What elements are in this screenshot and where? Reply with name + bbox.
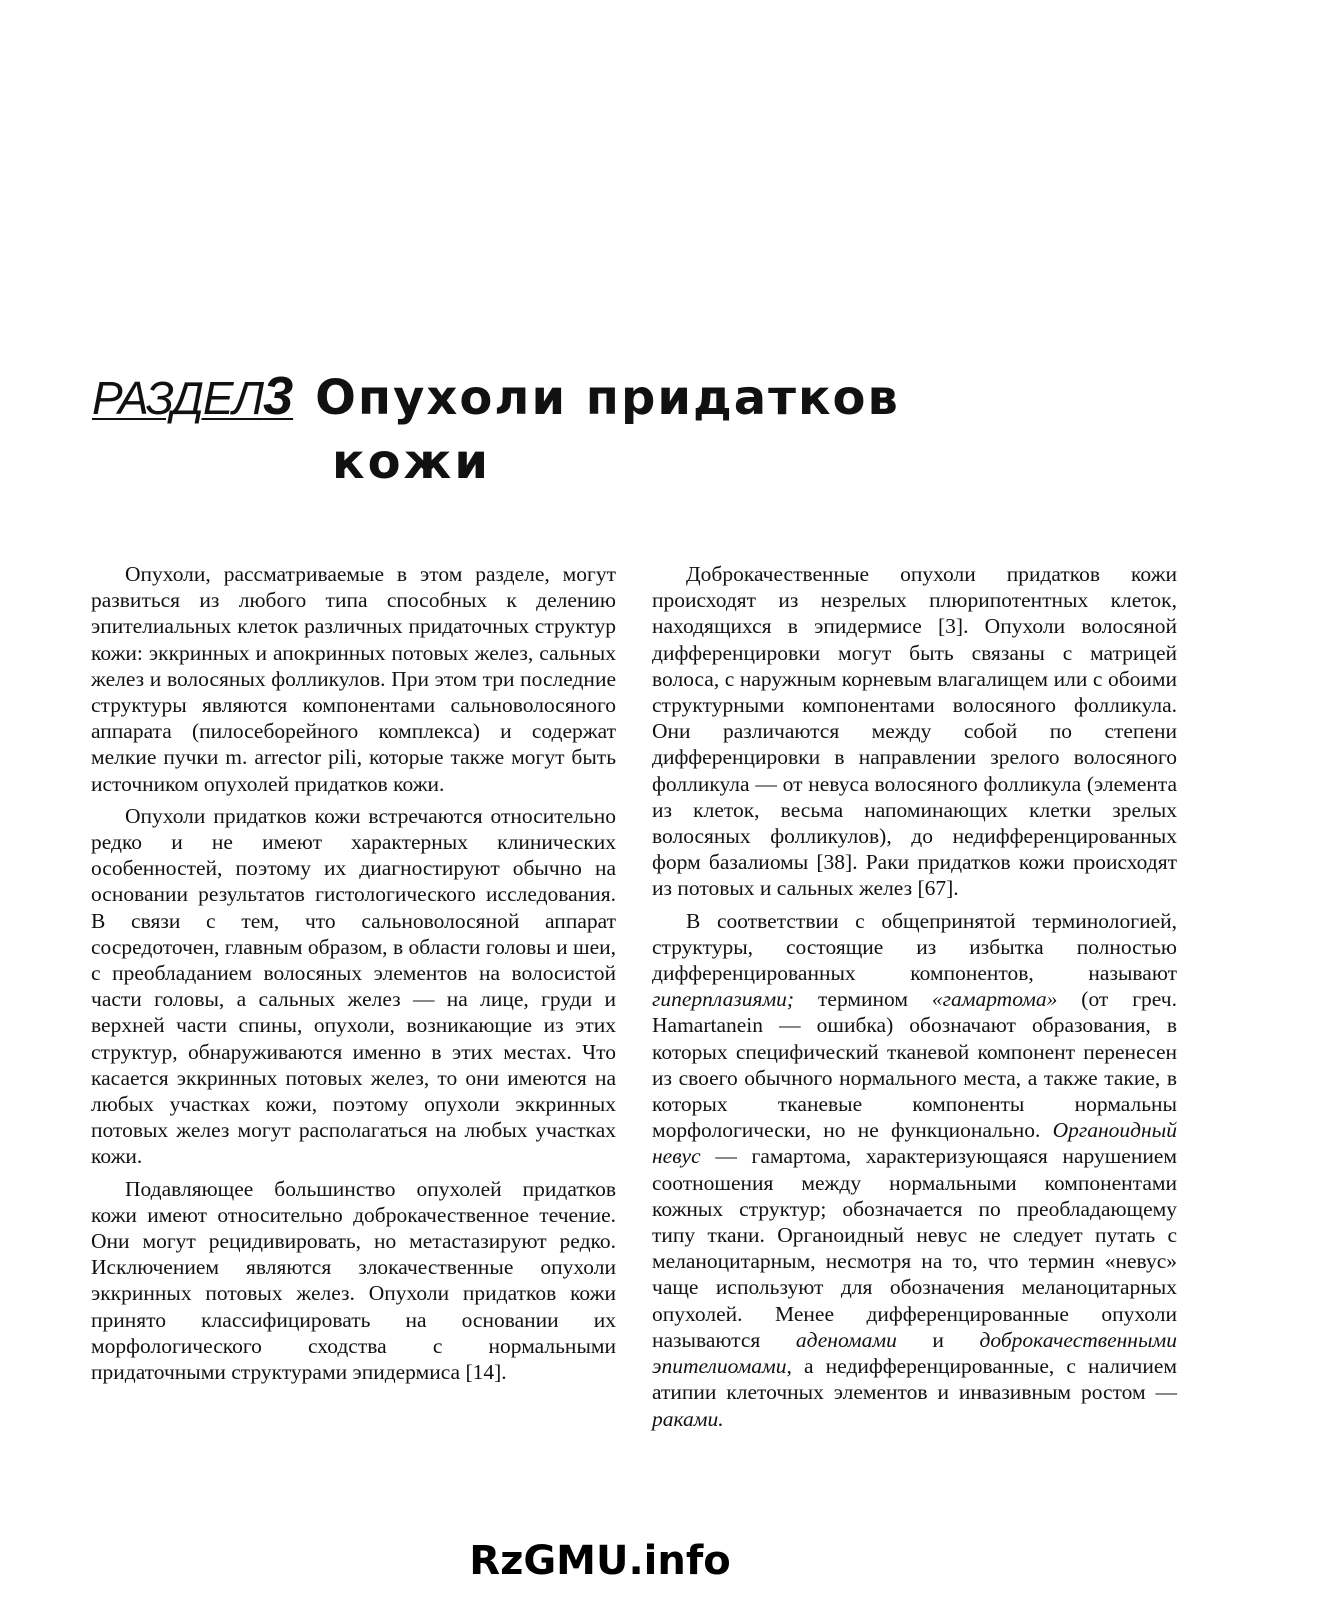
left-column	[91, 561, 616, 1391]
section-title-line-1: Опухоли придатков	[315, 370, 900, 426]
paragraph	[652, 908, 1177, 1432]
section-label: РАЗДЕЛ	[92, 372, 264, 424]
term-emphasis: гиперплазиями;	[652, 987, 795, 1012]
watermark: RzGMU.info	[469, 1538, 731, 1584]
term-emphasis: «гамартома»	[931, 987, 1058, 1012]
text-run: и	[896, 1327, 980, 1352]
section-heading	[92, 366, 1092, 492]
paragraph: Доброкачественные опухоли придатков кожи происходят из незрелых плюрипотентных клеток, находящихся в эпидермисе [3]. Опухоли волосяной дифференцировки могут быть связаны с матрицей волоса, с наружным корневым влагалищем или с обоими структурными компонентами волосяного фолликула. Они различаются между собой по степени дифференцировки в направлении зрелого волосяного фолликула — от невуса волосяного фолликула (элемента из клеток, весьма напоминающих клетки зрелых волосяных фолликулов), до недифференцированных форм базалиомы [38]. Раки придатков кожи происходят из потовых и сальных желез [67].	[652, 562, 1177, 901]
section-title-line-2: кожи	[332, 434, 491, 490]
term-emphasis: доброкачественными эпителиомами,	[652, 1327, 1177, 1379]
text-run: термином	[794, 987, 932, 1012]
text-run: В соответствии с общепринятой терминологией, структуры, состоящие из избытка полностью дифференцированных компонентов, называют	[652, 908, 1177, 986]
term-emphasis: раками.	[652, 1406, 724, 1431]
heading-line-1	[92, 366, 1092, 426]
text-run: — гамартома, характеризующаяся нарушением соотношения между нормальными компонентами кожных структур; обозначается по преобладающему типу ткани. Органоидный невус не следует путать с меланоцитарным, несмотря на то, что термин «невус» чаще используют для обозначения меланоцитарных опухолей. Менее дифференцированные опухоли называются	[652, 1144, 1177, 1352]
term-emphasis: аденомами	[795, 1327, 897, 1352]
text-run: а недифференцированные, с наличием атипии клеточных элементов и инвазивным ростом —	[652, 1354, 1177, 1405]
text-run: (от греч. Hamartanein — ошибка) обозначают образования, в которых специфический тканевой компонент перенесен из своего обычного нормального места, а также такие, в которых тканевые компоненты нормальны морфологически, но не функционально.	[652, 987, 1177, 1143]
paragraph: Опухоли придатков кожи встречаются относительно редко и не имеют характерных клинических особенностей, поэтому их диагностируют обычно на основании результатов гистологического исследования. В связи с тем, что сальноволосяной аппарат сосредоточен, главным образом, в области головы и шеи, с преобладанием волосяных элементов на волосистой части головы, а сальных желез — на лице, груди и верхней части спины, опухоли, возникающие из этих структур, обнаруживаются именно в этих местах. Что касается эккринных потовых желез, то они имеются на любых участках кожи, поэтому опухоли эккринных потовых желез могут располагаться на любых участках кожи.	[91, 803, 616, 1169]
section-number: 3	[263, 366, 294, 426]
paragraph: Опухоли, рассматриваемые в этом разделе, могут развиться из любого типа способных к делению эпителиальных клеток различных придаточных структур кожи: эккринных и апокринных потовых желез, сальных желез и волосяных фолликулов. При этом три последние структуры являются компонентами сальноволосяного аппарата (пилосеборейного комплекса) и содержат мелкие пучки m. arrector pili, которые также могут быть источником опухолей придатков кожи.	[91, 562, 616, 796]
paragraph: Подавляющее большинство опухолей придатков кожи имеют относительно доброкачественное течение. Они могут рецидивировать, но метастазируют редко. Исключением являются злокачественные опухоли эккринных потовых желез. Опухоли придатков кожи принято классифицировать на основании их морфологического сходства с нормальными придаточными структурами эпидермиса [14].	[91, 1176, 616, 1385]
right-column	[652, 561, 1177, 1438]
term-emphasis: Органоидный невус	[652, 1118, 1177, 1169]
